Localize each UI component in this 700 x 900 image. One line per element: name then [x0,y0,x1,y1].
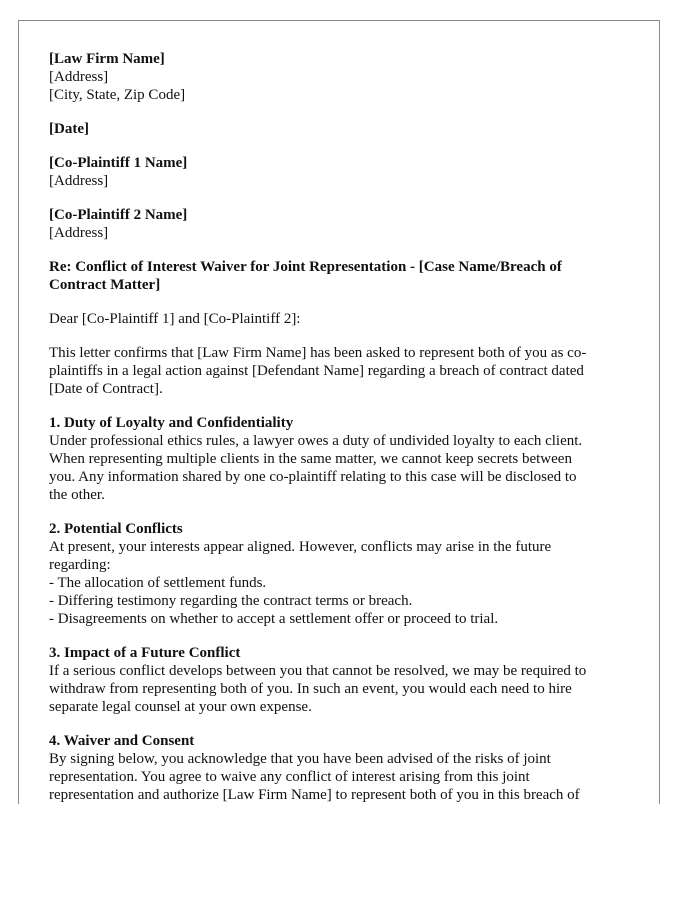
letter-content [49,50,629,804]
section-line: the other. [49,487,105,503]
conflict-list-item: - Disagreements on whether to accept a settlement offer or proceed to trial. [49,611,499,627]
sender-city-state-zip: [City, State, Zip Code] [49,87,186,103]
salutation-block [49,310,629,328]
section-potential-conflicts [49,520,629,628]
conflict-list-item: - The allocation of settlement funds. [49,575,267,591]
salutation: Dear [Co-Plaintiff 1] and [Co-Plaintiff 2]: [49,311,301,327]
recipient2-address: [Address] [49,225,109,241]
section-line: representation. You agree to waive any conflict of interest arising from this joint [49,769,530,785]
recipient2-name: [Co-Plaintiff 2 Name] [49,207,188,223]
sender-address: [Address] [49,69,109,85]
section-future-conflict [49,644,629,716]
subject-line-2: Contract Matter] [49,277,161,293]
date-block [49,120,629,138]
subject-line-1: Re: Conflict of Interest Waiver for Joint Representation - [Case Name/Breach of [49,259,562,275]
section-heading: 4. Waiver and Consent [49,733,195,749]
section-heading: 1. Duty of Loyalty and Confidentiality [49,415,294,431]
letter-date: [Date] [49,121,89,137]
section-line: separate legal counsel at your own expense. [49,699,312,715]
section-line: Under professional ethics rules, a lawyer owes a duty of undivided loyalty to each client. [49,433,583,449]
section-line: At present, your interests appear aligned. However, conflicts may arise in the future [49,539,552,555]
section-heading: 3. Impact of a Future Conflict [49,645,241,661]
section-duty-of-loyalty [49,414,629,504]
recipient2-block [49,206,629,242]
section-waiver-consent [49,732,629,804]
subject-block [49,258,629,294]
letter-page [18,20,660,804]
recipient1-name: [Co-Plaintiff 1 Name] [49,155,188,171]
section-line: you. Any information shared by one co-plaintiff relating to this case will be disclosed to [49,469,577,485]
section-line: regarding: [49,557,111,573]
recipient1-block [49,154,629,190]
section-line: If a serious conflict develops between you that cannot be resolved, we may be required to [49,663,587,679]
conflict-list-item: - Differing testimony regarding the contract terms or breach. [49,593,413,609]
section-line: representation and authorize [Law Firm Name] to represent both of you in this breach of [49,787,580,803]
section-line: withdraw from representing both of you. In such an event, you would each need to hire [49,681,572,697]
intro-paragraph [49,344,629,398]
recipient1-address: [Address] [49,173,109,189]
section-heading: 2. Potential Conflicts [49,521,183,537]
sender-block [49,50,629,104]
intro-line: This letter confirms that [Law Firm Name] has been asked to represent both of you as co- [49,345,587,361]
section-line: When representing multiple clients in the same matter, we cannot keep secrets between [49,451,572,467]
intro-line: plaintiffs in a legal action against [Defendant Name] regarding a breach of contract dated [49,363,584,379]
sender-firm-name: [Law Firm Name] [49,51,165,67]
intro-line: [Date of Contract]. [49,381,163,397]
section-line: By signing below, you acknowledge that you have been advised of the risks of joint [49,751,551,767]
